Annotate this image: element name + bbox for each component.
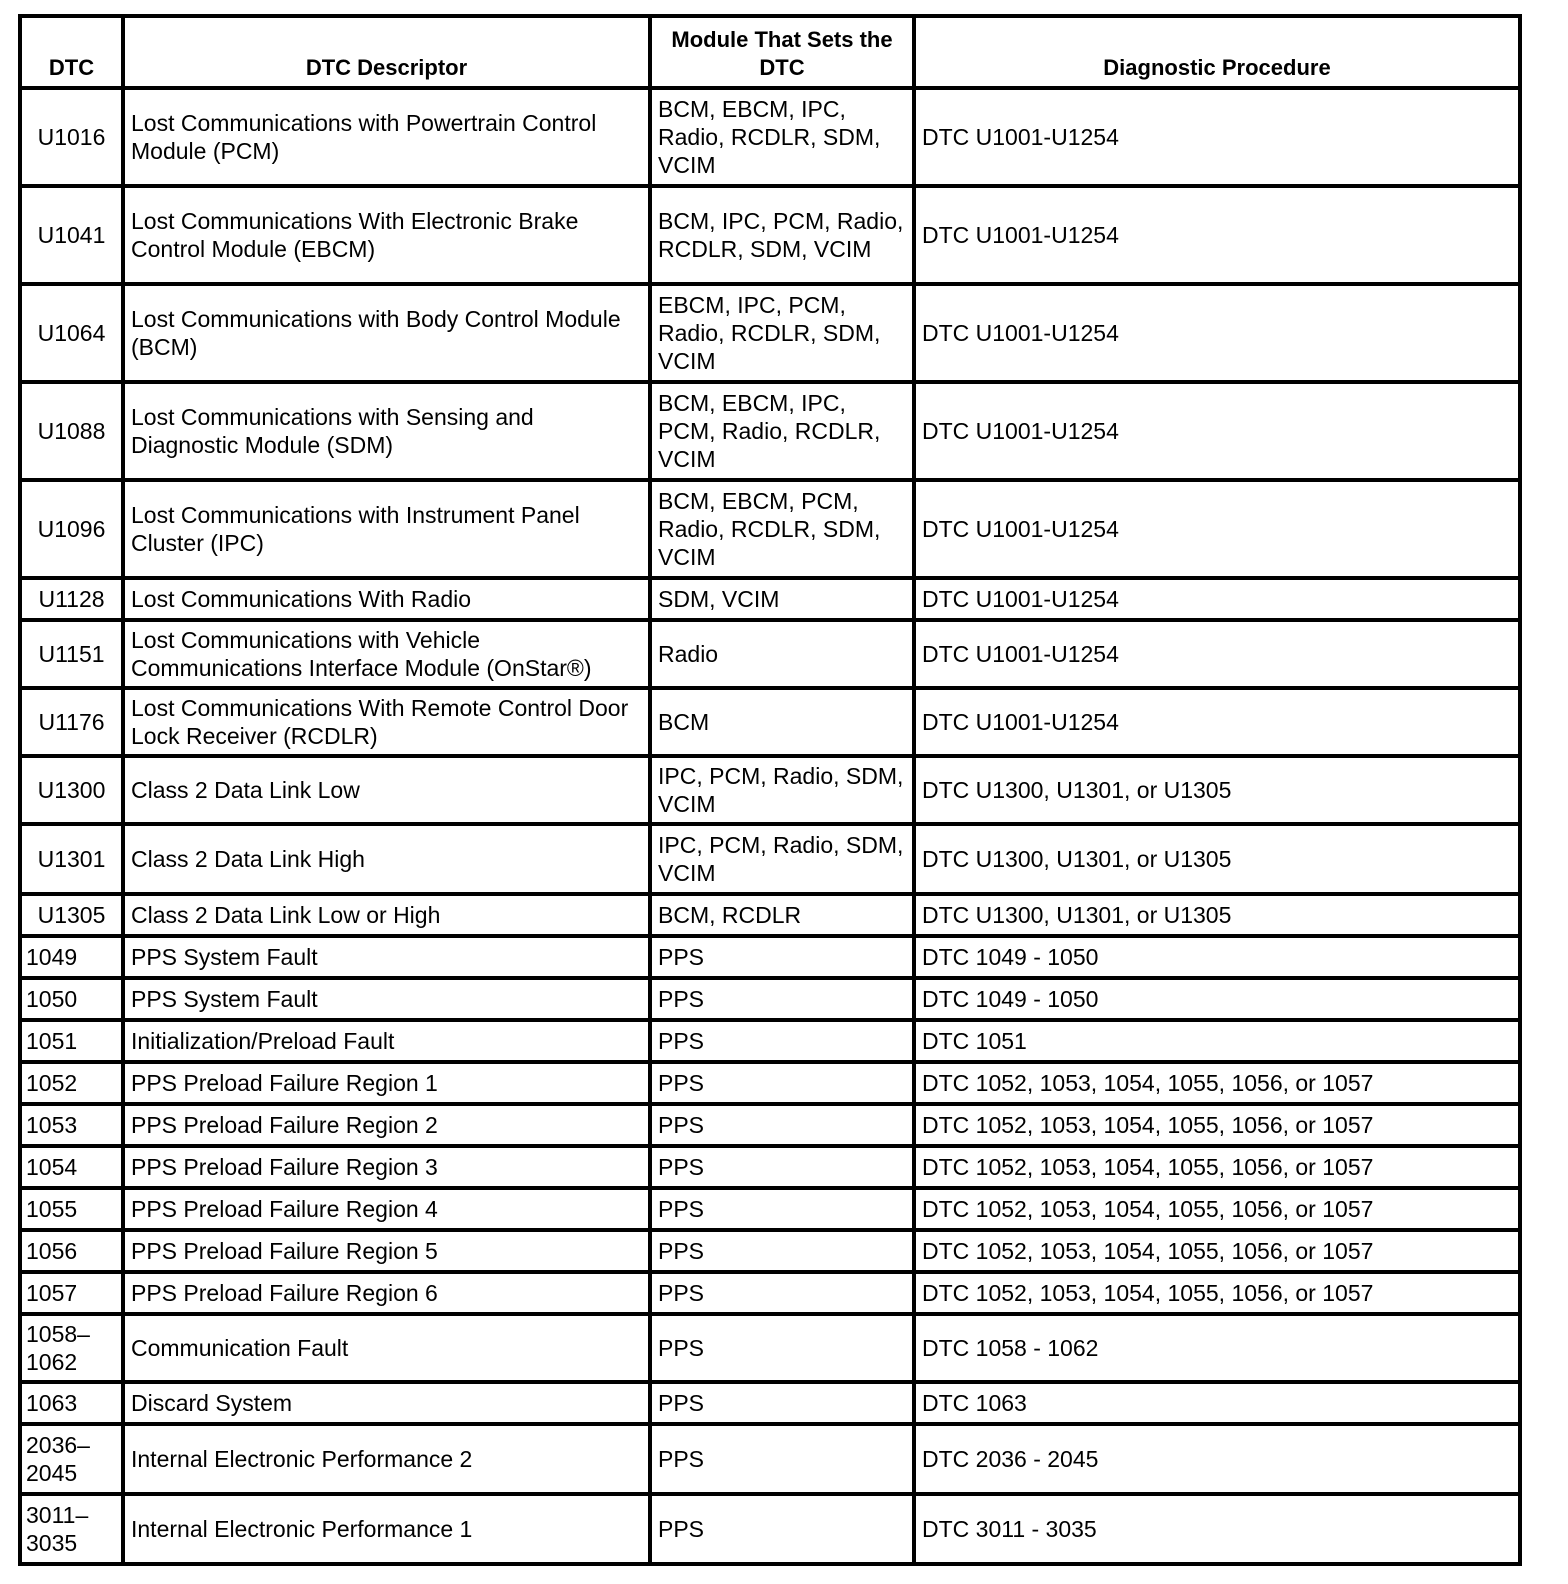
cell-module: BCM, IPC, PCM, Radio, RCDLR, SDM, VCIM	[650, 186, 914, 284]
cell-dtc: U1128	[20, 578, 123, 620]
cell-procedure: DTC U1300, U1301, or U1305	[914, 894, 1520, 936]
dtc-table	[18, 14, 1522, 1566]
cell-module: BCM, EBCM, IPC, Radio, RCDLR, SDM, VCIM	[650, 88, 914, 186]
table-row	[20, 480, 1520, 578]
header-procedure: Diagnostic Procedure	[914, 16, 1520, 88]
cell-dtc: U1176	[20, 688, 123, 756]
table-row	[20, 1062, 1520, 1104]
cell-dtc: 2036–2045	[20, 1424, 123, 1494]
cell-dtc: U1305	[20, 894, 123, 936]
cell-module: BCM, RCDLR	[650, 894, 914, 936]
cell-descriptor: Class 2 Data Link High	[123, 824, 650, 894]
cell-dtc: 1054	[20, 1146, 123, 1188]
cell-procedure: DTC U1001-U1254	[914, 480, 1520, 578]
cell-descriptor: PPS Preload Failure Region 4	[123, 1188, 650, 1230]
cell-dtc: 1050	[20, 978, 123, 1020]
table-row	[20, 756, 1520, 824]
cell-procedure: DTC 1052, 1053, 1054, 1055, 1056, or 1057	[914, 1062, 1520, 1104]
cell-module: IPC, PCM, Radio, SDM, VCIM	[650, 824, 914, 894]
cell-descriptor: Lost Communications with Powertrain Control Module (PCM)	[123, 88, 650, 186]
table-row	[20, 620, 1520, 688]
cell-module: PPS	[650, 936, 914, 978]
cell-descriptor: Lost Communications with Vehicle Communications Interface Module (OnStar®)	[123, 620, 650, 688]
header-dtc: DTC	[20, 16, 123, 88]
cell-procedure: DTC U1001-U1254	[914, 688, 1520, 756]
cell-dtc: 1057	[20, 1272, 123, 1314]
cell-module: BCM, EBCM, IPC, PCM, Radio, RCDLR, VCIM	[650, 382, 914, 480]
table-row	[20, 1146, 1520, 1188]
cell-procedure: DTC 1049 - 1050	[914, 978, 1520, 1020]
cell-descriptor: Communication Fault	[123, 1314, 650, 1382]
cell-descriptor: Lost Communications with Body Control Module (BCM)	[123, 284, 650, 382]
cell-descriptor: Lost Communications With Remote Control Door Lock Receiver (RCDLR)	[123, 688, 650, 756]
cell-descriptor: Initialization/Preload Fault	[123, 1020, 650, 1062]
table-row	[20, 1314, 1520, 1382]
cell-descriptor: PPS System Fault	[123, 978, 650, 1020]
cell-dtc: U1088	[20, 382, 123, 480]
cell-module: PPS	[650, 1494, 914, 1564]
cell-module: BCM	[650, 688, 914, 756]
table-row	[20, 382, 1520, 480]
cell-module: PPS	[650, 1314, 914, 1382]
cell-descriptor: Class 2 Data Link Low or High	[123, 894, 650, 936]
table-row	[20, 978, 1520, 1020]
cell-descriptor: Internal Electronic Performance 2	[123, 1424, 650, 1494]
cell-descriptor: Internal Electronic Performance 1	[123, 1494, 650, 1564]
cell-descriptor: PPS Preload Failure Region 5	[123, 1230, 650, 1272]
table-row	[20, 1020, 1520, 1062]
table-row	[20, 1188, 1520, 1230]
cell-descriptor: PPS System Fault	[123, 936, 650, 978]
cell-descriptor: PPS Preload Failure Region 6	[123, 1272, 650, 1314]
cell-procedure: DTC 1052, 1053, 1054, 1055, 1056, or 1057	[914, 1272, 1520, 1314]
cell-dtc: U1151	[20, 620, 123, 688]
cell-procedure: DTC 1052, 1053, 1054, 1055, 1056, or 1057	[914, 1230, 1520, 1272]
table-row	[20, 186, 1520, 284]
header-row	[20, 16, 1520, 88]
cell-module: EBCM, IPC, PCM, Radio, RCDLR, SDM, VCIM	[650, 284, 914, 382]
table-row	[20, 688, 1520, 756]
cell-module: PPS	[650, 1188, 914, 1230]
cell-dtc: U1301	[20, 824, 123, 894]
cell-descriptor: PPS Preload Failure Region 3	[123, 1146, 650, 1188]
cell-descriptor: Lost Communications with Instrument Panel Cluster (IPC)	[123, 480, 650, 578]
cell-procedure: DTC 3011 - 3035	[914, 1494, 1520, 1564]
cell-module: SDM, VCIM	[650, 578, 914, 620]
cell-module: PPS	[650, 1382, 914, 1424]
cell-descriptor: PPS Preload Failure Region 2	[123, 1104, 650, 1146]
cell-procedure: DTC U1001-U1254	[914, 88, 1520, 186]
cell-dtc: 1053	[20, 1104, 123, 1146]
cell-procedure: DTC U1001-U1254	[914, 284, 1520, 382]
cell-procedure: DTC 1049 - 1050	[914, 936, 1520, 978]
cell-procedure: DTC 1052, 1053, 1054, 1055, 1056, or 1057	[914, 1188, 1520, 1230]
cell-dtc: U1041	[20, 186, 123, 284]
cell-module: BCM, EBCM, PCM, Radio, RCDLR, SDM, VCIM	[650, 480, 914, 578]
cell-procedure: DTC 1051	[914, 1020, 1520, 1062]
table-row	[20, 936, 1520, 978]
cell-module: PPS	[650, 1020, 914, 1062]
cell-module: PPS	[650, 1230, 914, 1272]
cell-dtc: 1063	[20, 1382, 123, 1424]
table-row	[20, 88, 1520, 186]
table-row	[20, 1382, 1520, 1424]
cell-procedure: DTC U1001-U1254	[914, 382, 1520, 480]
cell-descriptor: Lost Communications With Electronic Brake Control Module (EBCM)	[123, 186, 650, 284]
cell-module: PPS	[650, 1146, 914, 1188]
cell-procedure: DTC U1300, U1301, or U1305	[914, 756, 1520, 824]
cell-procedure: DTC U1001-U1254	[914, 578, 1520, 620]
cell-descriptor: PPS Preload Failure Region 1	[123, 1062, 650, 1104]
cell-procedure: DTC 1058 - 1062	[914, 1314, 1520, 1382]
cell-dtc: 1055	[20, 1188, 123, 1230]
cell-dtc: 1056	[20, 1230, 123, 1272]
cell-descriptor: Lost Communications With Radio	[123, 578, 650, 620]
cell-module: PPS	[650, 1424, 914, 1494]
cell-module: PPS	[650, 1272, 914, 1314]
cell-dtc: 1058–1062	[20, 1314, 123, 1382]
cell-dtc: 3011–3035	[20, 1494, 123, 1564]
cell-dtc: U1064	[20, 284, 123, 382]
table-row	[20, 578, 1520, 620]
header-module: Module That Sets the DTC	[650, 16, 914, 88]
cell-module: Radio	[650, 620, 914, 688]
cell-dtc: 1051	[20, 1020, 123, 1062]
cell-procedure: DTC 1052, 1053, 1054, 1055, 1056, or 1057	[914, 1104, 1520, 1146]
cell-module: IPC, PCM, Radio, SDM, VCIM	[650, 756, 914, 824]
header-descriptor: DTC Descriptor	[123, 16, 650, 88]
cell-descriptor: Lost Communications with Sensing and Diagnostic Module (SDM)	[123, 382, 650, 480]
table-row	[20, 1424, 1520, 1494]
table-body	[20, 88, 1520, 1564]
table-row	[20, 824, 1520, 894]
table-row	[20, 894, 1520, 936]
cell-dtc: U1096	[20, 480, 123, 578]
cell-module: PPS	[650, 978, 914, 1020]
table-row	[20, 1104, 1520, 1146]
cell-descriptor: Discard System	[123, 1382, 650, 1424]
cell-procedure: DTC 1052, 1053, 1054, 1055, 1056, or 1057	[914, 1146, 1520, 1188]
cell-procedure: DTC 1063	[914, 1382, 1520, 1424]
table-row	[20, 1272, 1520, 1314]
cell-module: PPS	[650, 1062, 914, 1104]
cell-dtc: 1049	[20, 936, 123, 978]
cell-procedure: DTC U1300, U1301, or U1305	[914, 824, 1520, 894]
cell-descriptor: Class 2 Data Link Low	[123, 756, 650, 824]
cell-procedure: DTC U1001-U1254	[914, 620, 1520, 688]
cell-procedure: DTC 2036 - 2045	[914, 1424, 1520, 1494]
cell-dtc: 1052	[20, 1062, 123, 1104]
table-row	[20, 1494, 1520, 1564]
cell-dtc: U1016	[20, 88, 123, 186]
cell-module: PPS	[650, 1104, 914, 1146]
cell-dtc: U1300	[20, 756, 123, 824]
cell-procedure: DTC U1001-U1254	[914, 186, 1520, 284]
table-row	[20, 1230, 1520, 1272]
table-row	[20, 284, 1520, 382]
